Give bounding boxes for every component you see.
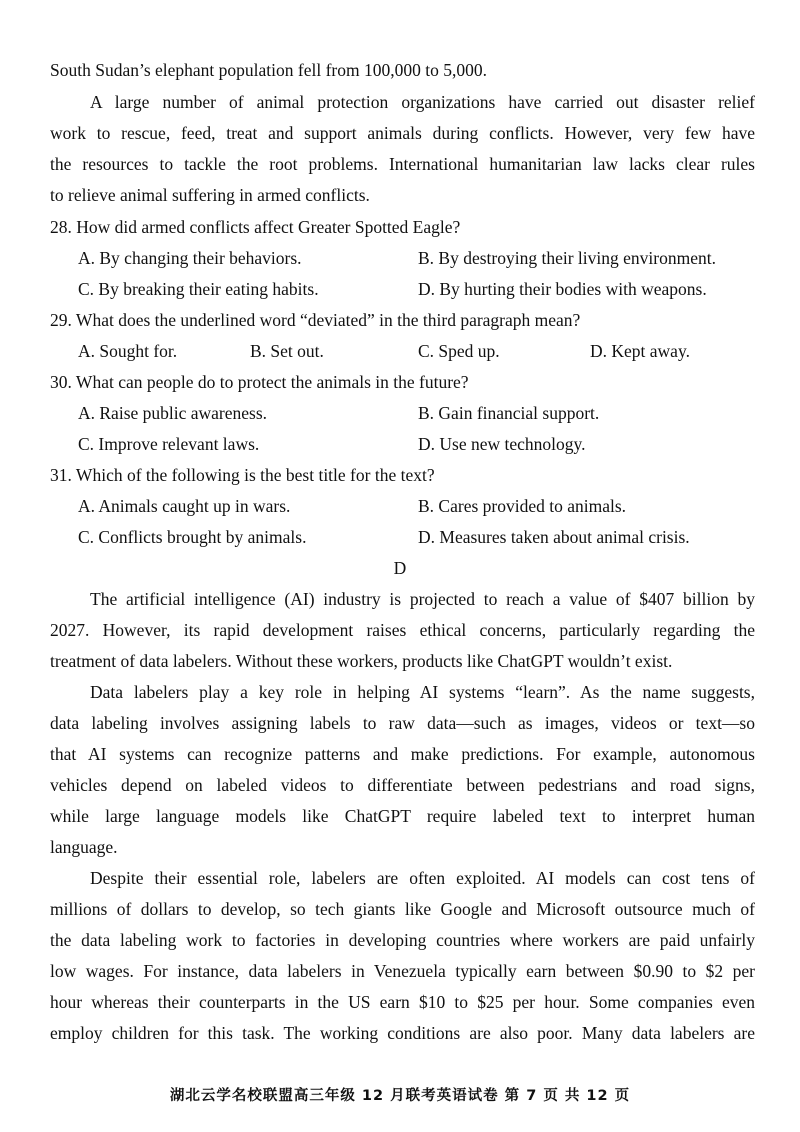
option-d: D. Use new technology. [418, 434, 586, 454]
passage-line: while large language models like ChatGPT require labeled text to interpret human [50, 806, 755, 826]
option-d: D. Kept away. [590, 341, 690, 361]
section-heading: D [393, 558, 407, 578]
option-d: D. By hurting their bodies with weapons. [418, 279, 707, 299]
question-28-stem: 28. How did armed conflicts affect Greater Spotted Eagle? [50, 217, 461, 237]
option-c: C. Sped up. [418, 341, 500, 361]
question-29-stem: 29. What does the underlined word “deviated” in the third paragraph mean? [50, 310, 581, 330]
passage-line: to relieve animal suffering in armed conflicts. [50, 185, 370, 205]
question-28-options-row1 [0, 246, 800, 270]
passage-line: that AI systems can recognize patterns and make predictions. For example, autonomous [50, 744, 755, 764]
question-31-stem: 31. Which of the following is the best title for the text? [50, 465, 435, 485]
option-c: C. By breaking their eating habits. [78, 279, 319, 299]
option-d: D. Measures taken about animal crisis. [418, 527, 690, 547]
option-b: B. Set out. [250, 341, 324, 361]
passage-line: the data labeling work to factories in developing countries where workers are paid unfairly [50, 930, 755, 950]
page-footer: 湖北云学名校联盟高三年级 12 月联考英语试卷 第 7 页 共 12 页 [169, 1088, 631, 1104]
question-30-stem: 30. What can people do to protect the animals in the future? [50, 372, 469, 392]
passage-line: data labeling involves assigning labels to raw data—such as images, videos or text—so [50, 713, 755, 733]
passage-line: millions of dollars to develop, so tech giants like Google and Microsoft outsource much of [50, 899, 755, 919]
passage-line: treatment of data labelers. Without these workers, products like ChatGPT wouldn’t exist. [50, 651, 673, 671]
passage-line: The artificial intelligence (AI) industry is projected to reach a value of $407 billion by [90, 589, 755, 609]
passage-line: A large number of animal protection organizations have carried out disaster relief [90, 92, 755, 112]
passage-line: vehicles depend on labeled videos to differentiate between pedestrians and road signs, [50, 775, 755, 795]
question-30-options-row1 [0, 401, 800, 425]
passage-line: language. [50, 837, 118, 857]
question-30-options-row2 [0, 432, 800, 456]
passage-line: employ children for this task. The working conditions are also poor. Many data labelers are [50, 1023, 755, 1043]
passage-line: the resources to tackle the root problems. International humanitarian law lacks clear rules [50, 154, 755, 174]
passage-line: South Sudan’s elephant population fell from 100,000 to 5,000. [50, 60, 487, 80]
option-a: A. Raise public awareness. [78, 403, 268, 423]
passage-line: low wages. For instance, data labelers in Venezuela typically earn between $0.90 to $2 per [50, 961, 755, 981]
passage-line: hour whereas their counterparts in the US earn $10 to $25 per hour. Some companies even [50, 992, 755, 1012]
option-b: B. Gain financial support. [418, 403, 600, 423]
option-a: A. Animals caught up in wars. [78, 496, 291, 516]
option-c: C. Improve relevant laws. [78, 434, 260, 454]
option-b: B. By destroying their living environment. [418, 248, 716, 268]
option-b: B. Cares provided to animals. [418, 496, 627, 516]
option-a: A. By changing their behaviors. [78, 248, 302, 268]
passage-line: work to rescue, feed, treat and support animals during conflicts. However, very few have [50, 123, 755, 143]
question-28-options-row2 [0, 277, 800, 301]
passage-line: Data labelers play a key role in helping AI systems “learn”. As the name suggests, [90, 682, 755, 702]
passage-line: Despite their essential role, labelers are often exploited. AI models can cost tens of [90, 868, 755, 888]
question-31-options-row2 [0, 525, 800, 549]
option-a: A. Sought for. [78, 341, 178, 361]
question-31-options-row1 [0, 494, 800, 518]
question-29-options-row [0, 339, 800, 363]
passage-line: 2027. However, its rapid development raises ethical concerns, particularly regarding the [50, 620, 755, 640]
option-c: C. Conflicts brought by animals. [78, 527, 307, 547]
